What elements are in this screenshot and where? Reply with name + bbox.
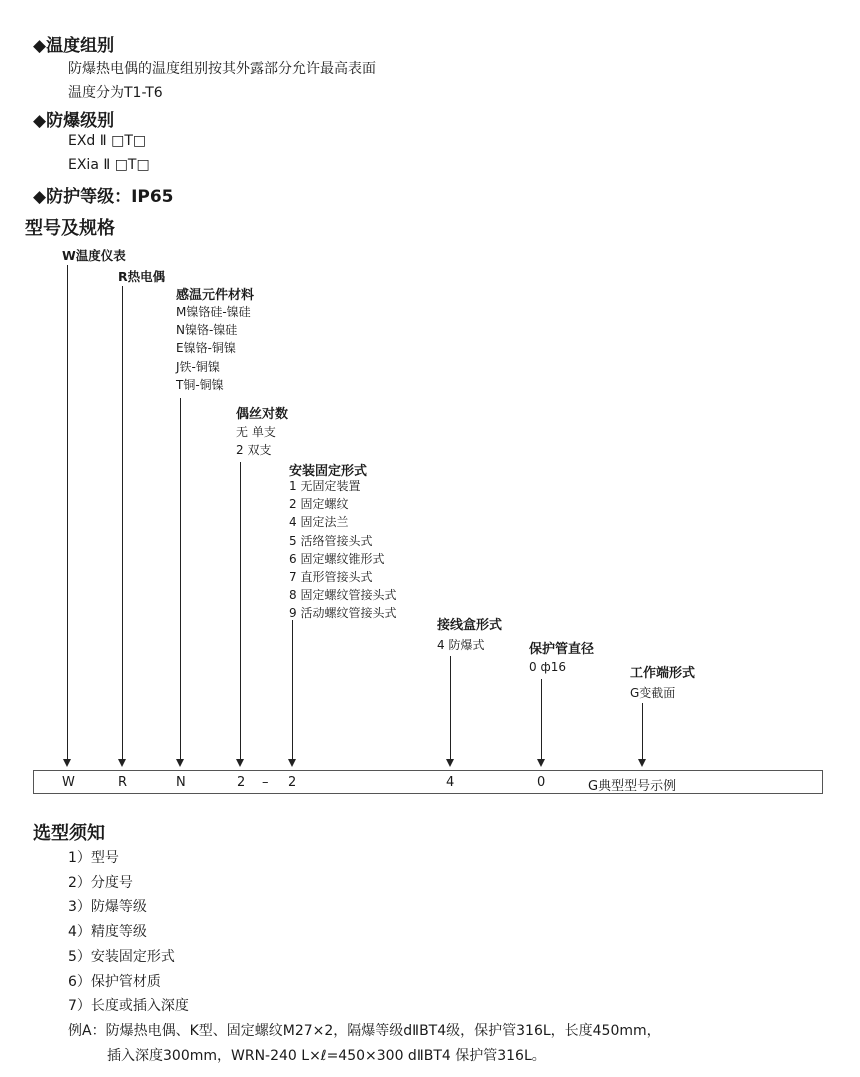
list-item: E镍铬-铜镍 <box>176 341 236 356</box>
material-header: 感温元件材料 <box>176 288 255 303</box>
temp-group-line2: 温度分为T1-T6 <box>68 85 163 101</box>
list-item: 4）精度等级 <box>68 924 147 941</box>
material-list <box>176 303 251 394</box>
col-r-header: R热电偶 <box>118 269 166 284</box>
example-line2: 插入深度300mm，WRN-240 L×ℓ=450×300 dⅡBT4 保护管316L。 <box>107 1048 546 1064</box>
list-item: 9 活动螺纹管接头式 <box>289 606 397 621</box>
list-item: 5 活络管接头式 <box>289 533 373 548</box>
pairs-header: 偶丝对数 <box>236 407 289 422</box>
explosion-grade-line1: EXd Ⅱ □T□ <box>68 133 147 149</box>
mount-list <box>289 477 396 623</box>
arrow-head-icon <box>63 759 71 767</box>
junction-item: 4 防爆式 <box>437 638 485 652</box>
list-item: 无 单支 <box>236 425 276 439</box>
explosion-grade-line2: EXia Ⅱ □T□ <box>68 157 150 173</box>
code-dash: – <box>262 775 269 790</box>
explosion-grade-title: ◆防爆级别 <box>33 111 115 131</box>
code-tube: 0 <box>537 775 546 790</box>
arrow-line-n <box>180 398 181 761</box>
tube-item: 0 ф16 <box>529 660 566 674</box>
code-junction: 4 <box>446 775 455 790</box>
list-item: 5）安装固定形式 <box>68 948 175 965</box>
example-line1: 例A：防爆热电偶、K型、固定螺纹M27×2，隔爆等级dⅡBT4级，保护管316L，长度450mm， <box>68 1023 661 1039</box>
arrow-line-mount <box>292 620 293 761</box>
code-r: R <box>118 775 128 790</box>
arrow-head-icon <box>446 759 454 767</box>
list-item: J铁-铜镍 <box>176 359 220 374</box>
list-item: 6）保护管材质 <box>68 973 161 990</box>
list-item: 3）防爆等级 <box>68 899 147 916</box>
code-n: N <box>176 775 186 790</box>
mount-header: 安装固定形式 <box>289 464 368 479</box>
temp-group-title: ◆温度组别 <box>33 36 115 56</box>
selection-list <box>68 846 189 1019</box>
arrow-line-r <box>122 286 123 761</box>
list-item: 6 固定螺纹锥形式 <box>289 551 385 566</box>
code-pairs: 2 <box>237 775 246 790</box>
arrow-head-icon <box>638 759 646 767</box>
arrow-head-icon <box>288 759 296 767</box>
junction-header: 接线盒形式 <box>437 618 503 633</box>
arrow-line-end <box>642 703 643 761</box>
list-item: 7 直形管接头式 <box>289 570 373 585</box>
tube-header: 保护管直径 <box>529 642 595 657</box>
list-item: 8 固定螺纹管接头式 <box>289 588 397 603</box>
list-item: 2）分度号 <box>68 874 133 891</box>
list-item: T铜-铜镍 <box>176 377 224 392</box>
list-item: M镍铬硅-镍硅 <box>176 305 251 319</box>
list-item: 1）型号 <box>68 850 119 866</box>
arrow-head-icon <box>118 759 126 767</box>
arrow-line-pairs <box>240 462 241 761</box>
arrow-head-icon <box>176 759 184 767</box>
spec-title: 型号及规格 <box>25 218 115 239</box>
protection-title: ◆防护等级：IP65 <box>33 187 174 207</box>
list-item: 1 无固定装置 <box>289 479 361 493</box>
temp-group-line1: 防爆热电偶的温度组别按其外露部分允许最高表面 <box>68 61 376 77</box>
list-item: 7）长度或插入深度 <box>68 998 189 1015</box>
list-item: N镍铬-镍硅 <box>176 323 238 338</box>
list-item: 2 双支 <box>236 443 272 458</box>
code-example-label: G典型型号示例 <box>588 779 677 794</box>
code-w: W <box>62 775 75 790</box>
end-item: G变截面 <box>630 686 676 700</box>
arrow-line-tube <box>541 679 542 761</box>
list-item: 4 固定法兰 <box>289 515 349 530</box>
arrow-head-icon <box>236 759 244 767</box>
end-header: 工作端形式 <box>630 666 696 681</box>
col-w-header: W温度仪表 <box>62 248 126 263</box>
pairs-list <box>236 423 276 459</box>
arrow-line-junction <box>450 656 451 761</box>
arrow-line-w <box>67 265 68 761</box>
model-code-box <box>33 770 823 794</box>
selection-title: 选型须知 <box>33 823 105 844</box>
arrow-head-icon <box>537 759 545 767</box>
list-item: 2 固定螺纹 <box>289 497 349 512</box>
code-mount: 2 <box>288 775 297 790</box>
